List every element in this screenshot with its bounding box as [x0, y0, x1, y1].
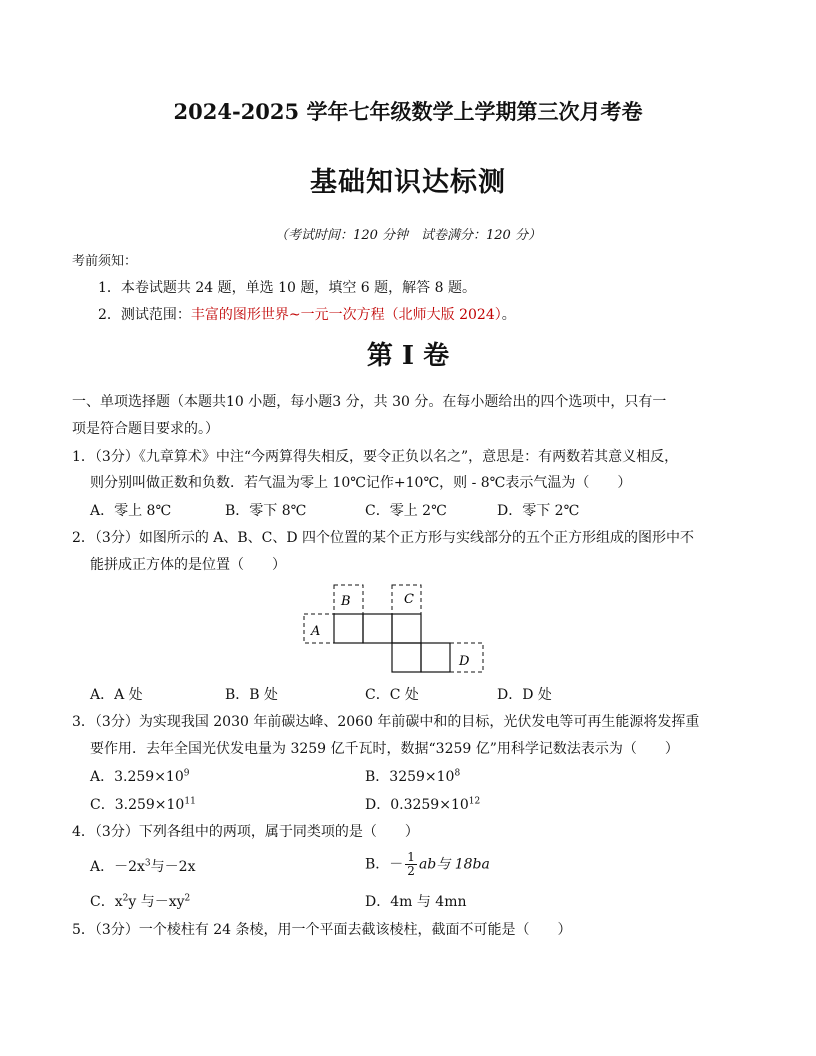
q3-option-a-exp: 9 — [183, 768, 190, 779]
q2-option-d: D．D 处 — [497, 687, 552, 703]
section-heading-line-2: 项是符合题目要求的。） — [72, 421, 219, 437]
q4-stem-line-1: 4．（3分）下列各组中的两项，属于同类项的是（ ） — [72, 824, 419, 840]
q3-option-b-exp: 8 — [454, 768, 461, 779]
q4-option-a — [90, 857, 195, 877]
q4-c-exp1: 2 — [122, 893, 129, 904]
q4-c-exp2: 2 — [184, 893, 191, 904]
q4-a-exp: 3 — [144, 858, 151, 869]
q1-option-d: D．零下 2℃ — [497, 503, 580, 519]
notice-item-2-suffix: 。 — [501, 307, 516, 323]
q2-option-b: B．B 处 — [225, 687, 279, 703]
q3-option-a-base: A．3.259×10 — [90, 769, 184, 785]
q4-b-fraction — [405, 851, 417, 878]
q4-a-pre: A．－2x — [90, 859, 145, 875]
q4-option-d: D．4m 与 4mn — [365, 894, 467, 910]
q5-stem-line-1: 5．（3分）一个棱柱有 24 条棱，用一个平面去截该棱柱，截面不可能是（ ） — [72, 922, 572, 938]
q3-option-d — [365, 795, 480, 815]
cube-net-figure — [300, 582, 490, 677]
q3-option-d-exp: 12 — [468, 796, 481, 807]
q3-option-c-exp: 11 — [184, 796, 196, 807]
exam-subtitle: 基础知识达标测 — [310, 167, 506, 198]
q3-option-b-base: B．3259×10 — [365, 769, 455, 785]
q3-option-b — [365, 767, 460, 787]
q3-option-d-base: D．0.3259×10 — [365, 797, 469, 813]
q4-a-post: 与－2x — [150, 859, 196, 875]
q3-stem-line-1: 3．（3分）为实现我国 2030 年前碳达峰、2060 年前碳中和的目标，光伏发电等可再生能源将发挥重 — [72, 714, 700, 730]
label-d: D — [459, 654, 470, 669]
notice-item-2 — [98, 305, 516, 325]
volume-title: 第 I 卷 — [366, 341, 450, 371]
q4-option-b — [365, 851, 490, 878]
q3-option-a — [90, 767, 189, 787]
q1-option-c: C．零上 2℃ — [365, 503, 447, 519]
net-square-3 — [392, 614, 421, 643]
q2-option-a: A．A 处 — [90, 687, 143, 703]
notice-item-2-prefix: 2．测试范围： — [98, 307, 191, 323]
q1-option-b: B．零下 8℃ — [225, 503, 307, 519]
label-c: C — [404, 592, 414, 607]
q3-option-c-base: C．3.259×10 — [90, 797, 185, 813]
q4-option-c — [90, 892, 190, 912]
notice-heading: 考前须知： — [72, 254, 138, 269]
test-range: 丰富的图形世界~一元一次方程（北师大版 2024） — [190, 307, 502, 323]
q4-b-denominator: 2 — [407, 864, 415, 878]
q4-b-pre: B．－ — [365, 856, 404, 873]
q1-option-a: A．零上 8℃ — [90, 503, 172, 519]
label-b: B — [341, 594, 351, 609]
label-a: A — [311, 624, 321, 639]
net-square-1 — [334, 614, 363, 643]
notice-item-1: 1．本卷试题共 24 题，单选 10 题，填空 6 题，解答 8 题。 — [98, 280, 476, 296]
exam-time-info: （考试时间：120 分钟 试卷满分：120 分） — [275, 228, 541, 243]
net-square-2 — [363, 614, 392, 643]
q2-option-c: C．C 处 — [365, 687, 419, 703]
q2-stem-line-2: 能拼成正方体的是位置（ ） — [90, 557, 286, 573]
q4-b-post: ab与 18ba — [418, 856, 490, 873]
exam-title: 2024-2025 学年七年级数学上学期第三次月考卷 — [173, 99, 643, 124]
q4-c-mid: y 与－xy — [128, 894, 185, 910]
section-heading-line-1: 一、单项选择题（本题共10 小题，每小题3 分，共 30 分。在每小题给出的四个选项中，只有一 — [72, 394, 667, 410]
solid-squares — [334, 614, 450, 672]
q3-stem-line-2: 要作用．去年全国光伏发电量为 3259 亿千瓦时，数据“3259 亿”用科学记数法表示为（ ） — [90, 741, 679, 757]
dashed-squares — [304, 585, 483, 672]
q1-stem-line-1: 1．（3分）《九章算术》中注“今两算得失相反，要令正负以名之”，意思是：有两数若其意义相反， — [72, 449, 679, 465]
q3-option-c — [90, 795, 196, 815]
q1-stem-line-2: 则分别叫做正数和负数．若气温为零上 10℃记作+10℃，则 - 8℃表示气温为（ ） — [90, 475, 632, 491]
q2-stem-line-1: 2．（3分）如图所示的 A、B、C、D 四个位置的某个正方形与实线部分的五个正方形组成的图形中不 — [72, 530, 695, 546]
q4-b-numerator: 1 — [407, 850, 415, 864]
q4-c-pre: C．x — [90, 894, 123, 910]
net-square-4 — [392, 643, 421, 672]
net-square-5 — [421, 643, 450, 672]
